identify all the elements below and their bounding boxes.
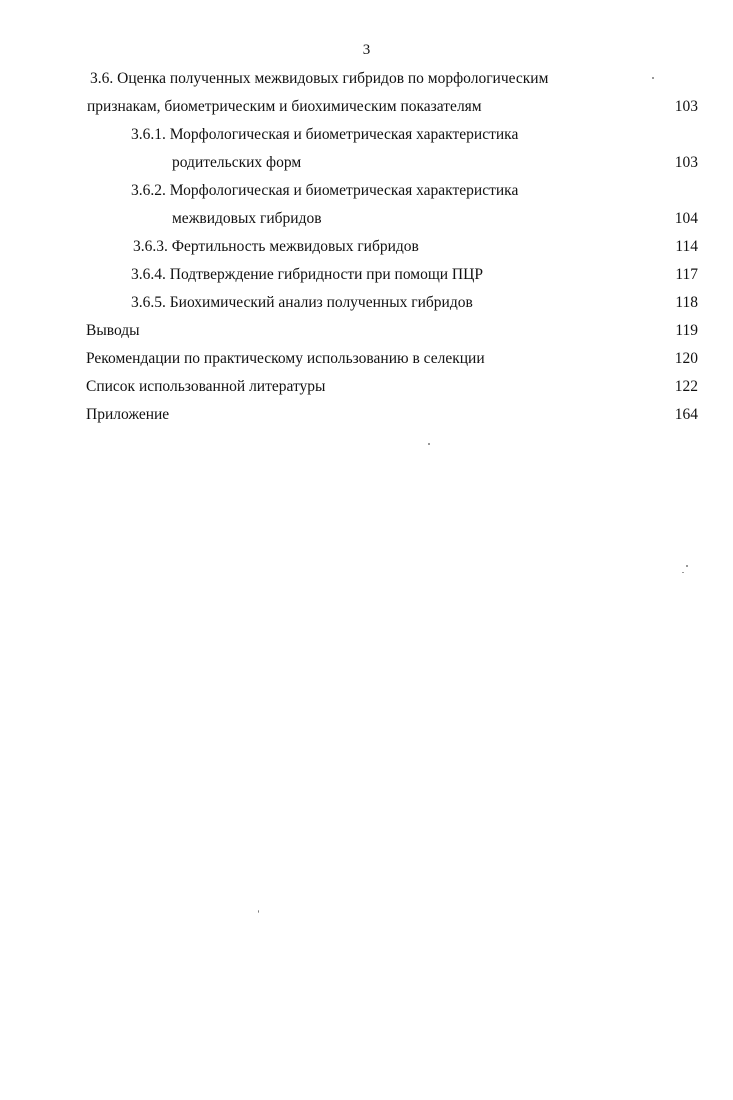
toc-entry-recommendations <box>0 348 733 370</box>
toc-entry-title: 3.6.4. Подтверждение гибридности при помощи ПЦР <box>131 266 483 283</box>
toc-entry-3-6-2-line-2 <box>0 208 733 230</box>
toc-entry-page: 120 <box>674 350 698 367</box>
toc-entry-3-6-4 <box>0 264 733 286</box>
scan-speck <box>682 572 684 573</box>
toc-entry-title: Выводы <box>86 322 140 339</box>
toc-entry-page: 104 <box>674 210 698 227</box>
scan-speck <box>652 77 654 79</box>
toc-entry-title: 3.6.3. Фертильность межвидовых гибридов <box>133 238 419 255</box>
toc-entry-title: 3.6.1. Морфологическая и биометрическая характеристика <box>131 126 519 143</box>
toc-entry-page: 164 <box>674 406 698 423</box>
toc-entry-3-6-2-line-1 <box>0 180 733 202</box>
toc-entry-3-6-line-2 <box>0 96 733 118</box>
toc-entry-title: родительских форм <box>172 154 302 171</box>
toc-entry-title: Список использованной литературы <box>86 378 326 395</box>
toc-entry-title: Приложение <box>86 406 170 423</box>
toc-entry-3-6-line-1 <box>0 68 733 90</box>
toc-entry-page: 114 <box>675 238 698 255</box>
toc-entry-bibliography <box>0 376 733 398</box>
toc-entry-3-6-1-line-1 <box>0 124 733 146</box>
toc-entry-3-6-3 <box>0 236 733 258</box>
toc-entry-page: 119 <box>675 322 698 339</box>
toc-entry-page: 103 <box>674 154 698 171</box>
toc-entry-page: 122 <box>674 378 698 395</box>
toc-entry-page: 117 <box>675 266 698 283</box>
toc-entry-3-6-5 <box>0 292 733 314</box>
scan-speck <box>428 443 430 445</box>
toc-entry-title: признакам, биометрическим и биохимическим показателям <box>87 98 482 115</box>
scan-speck <box>258 910 259 913</box>
toc-entry-title: 3.6.5. Биохимический анализ полученных гибридов <box>131 294 473 311</box>
scan-speck <box>686 565 688 567</box>
toc-entry-title: 3.6. Оценка полученных межвидовых гибридов по морфологическим <box>90 70 549 87</box>
toc-entry-page: 118 <box>675 294 698 311</box>
toc-entry-title: Рекомендации по практическому использованию в селекции <box>86 350 485 367</box>
page-number: 3 <box>362 42 371 58</box>
toc-entry-title: 3.6.2. Морфологическая и биометрическая характеристика <box>131 182 519 199</box>
toc-entry-3-6-1-line-2 <box>0 152 733 174</box>
toc-entry-conclusions <box>0 320 733 342</box>
toc-entry-title: межвидовых гибридов <box>172 210 322 227</box>
toc-entry-appendix <box>0 404 733 426</box>
toc-entry-page: 103 <box>674 98 698 115</box>
